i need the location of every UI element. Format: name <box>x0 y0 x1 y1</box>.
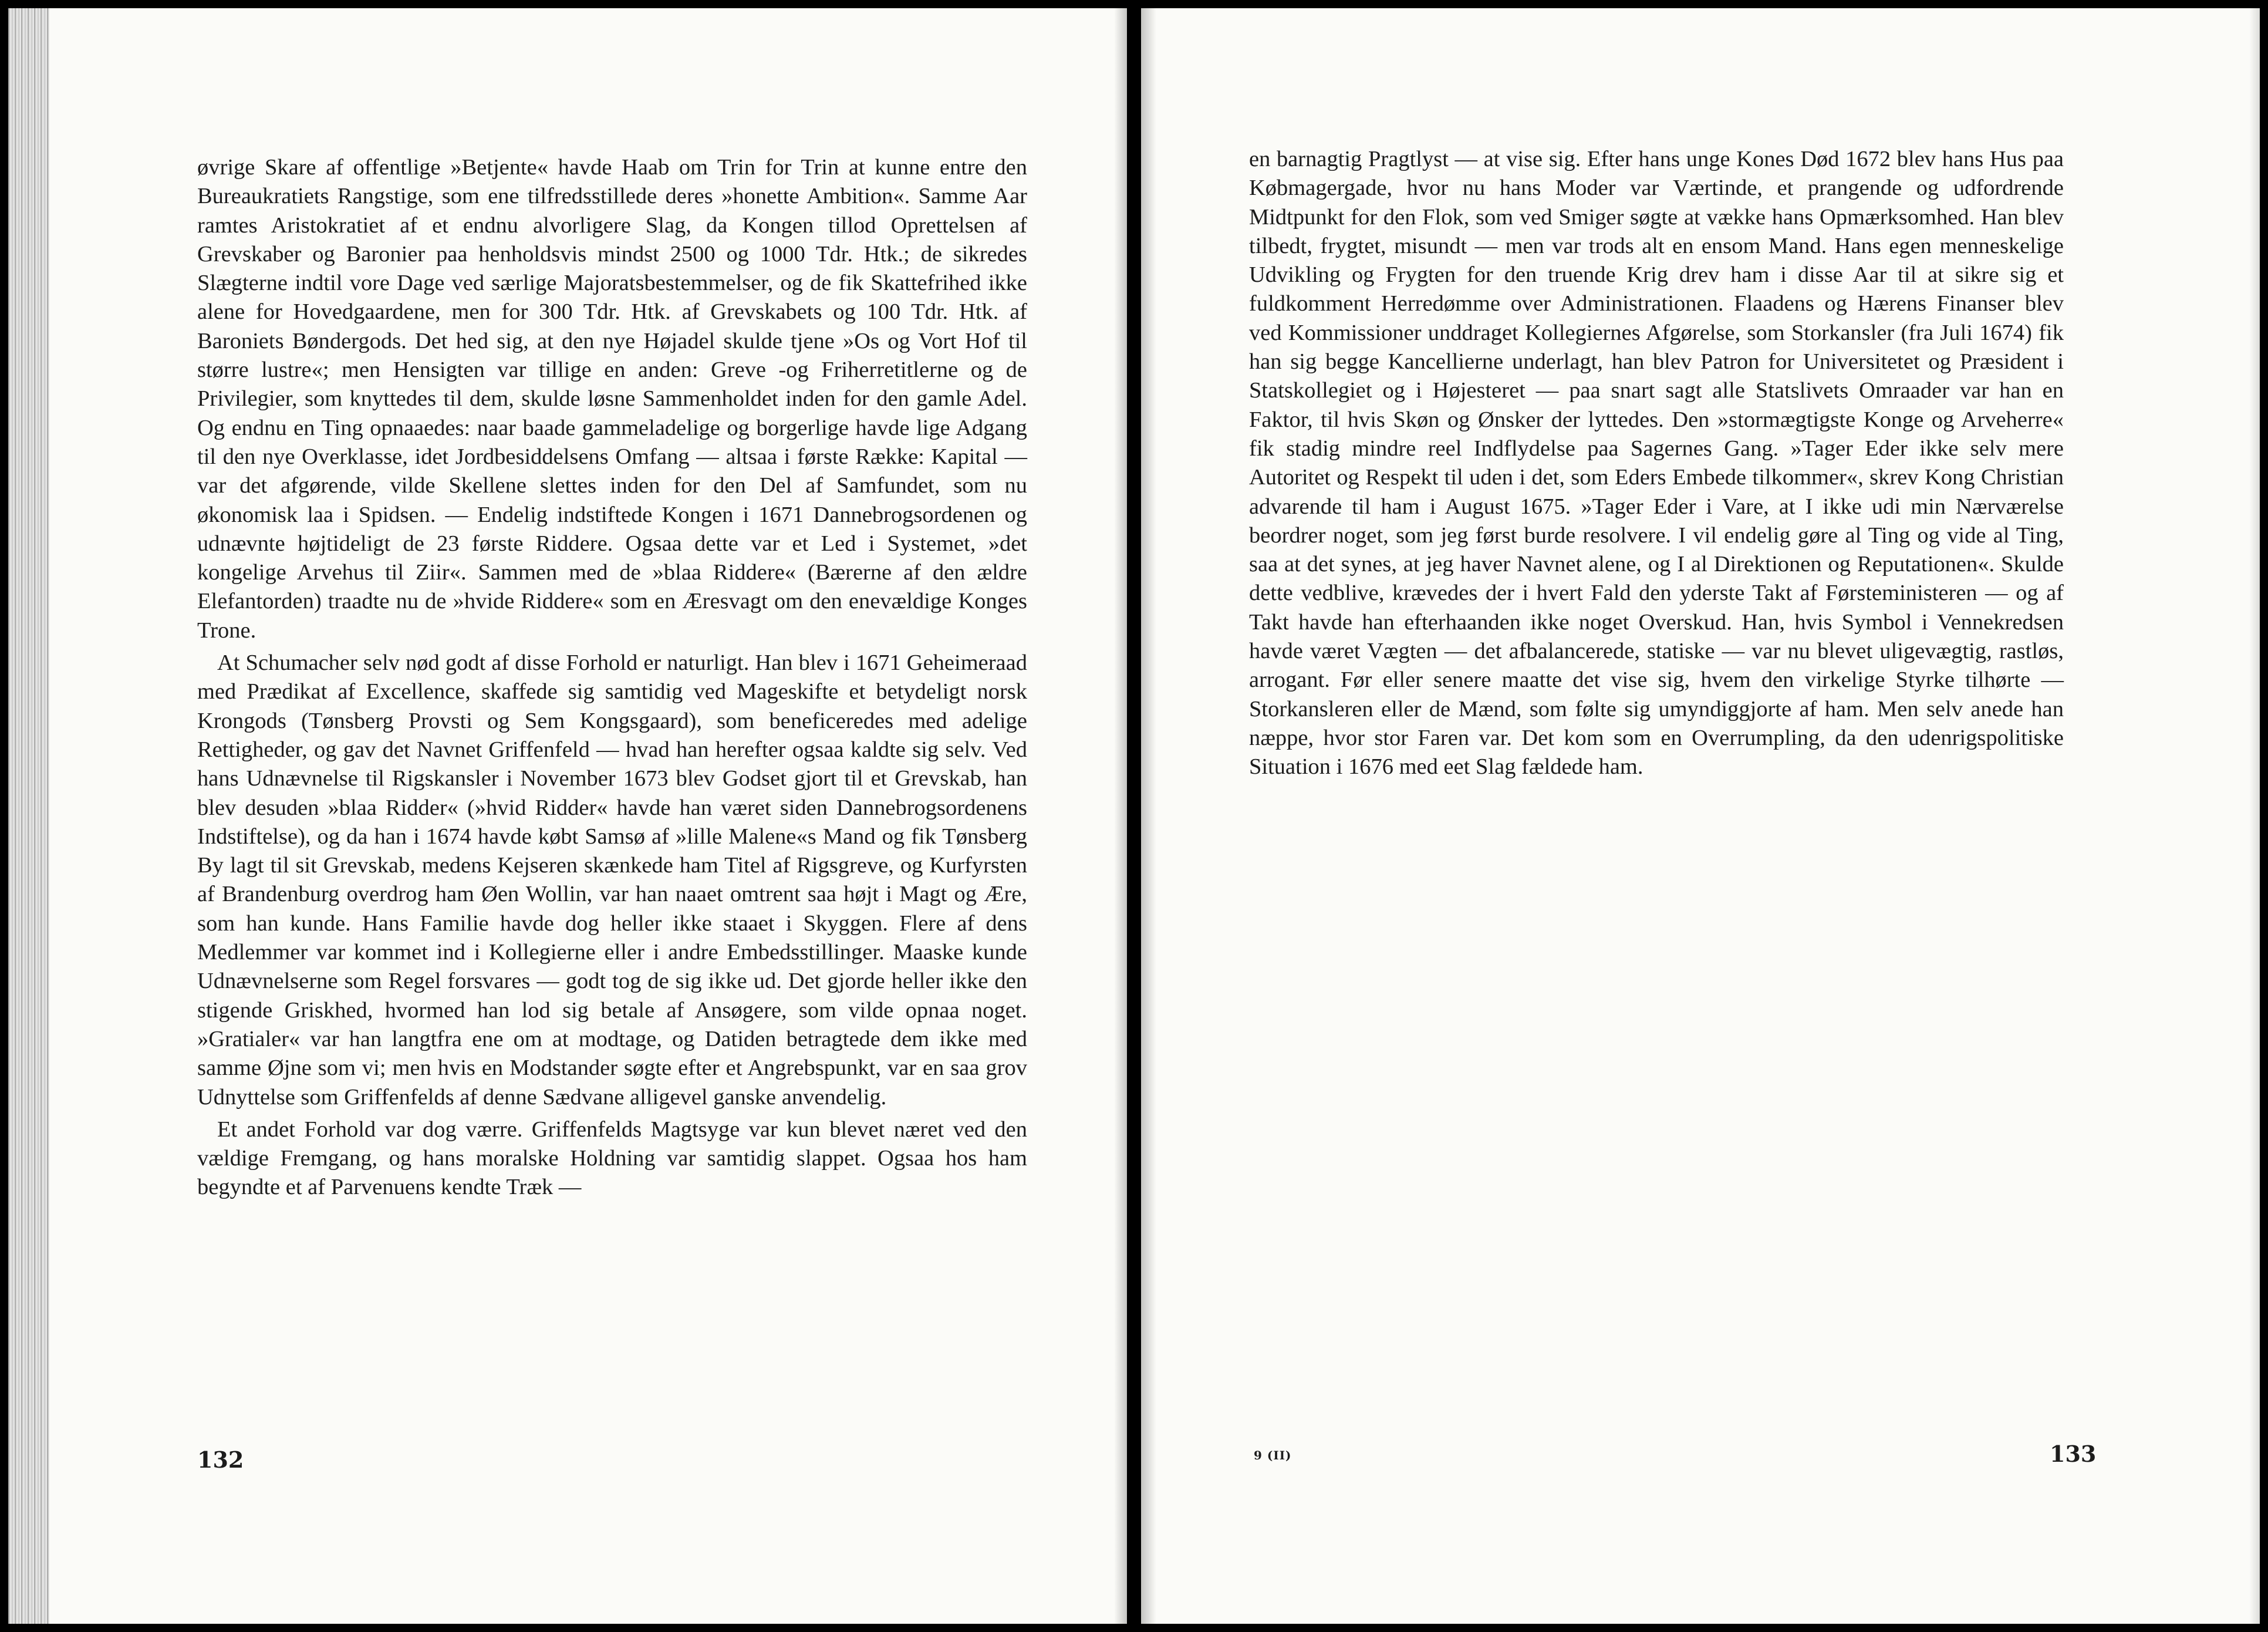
paragraph: At Schumacher selv nød godt af disse Forhold er naturligt. Han blev i 1671 Geheimeraad med Prædikat af Excellence, skaffede sig samtidig ved Mageskifte et betydeligt norsk Krongods (Tønsberg Provsti og Sem Kongsgaard), som beneficeredes med adelige Rettigheder, og gav det Navnet Griffenfeld — hvad han herefter ogsaa kaldte sig selv. Ved hans Udnævnelse til Rigskansler i November 1673 blev Godset gjort til et Grevskab, han blev desuden »blaa Ridder« (»hvid Ridder« havde han været siden Dannebrogsordenens Indstiftelse), og da han i 1674 havde købt Samsø af »lille Malene«s Mand og fik Tønsberg By lagt til sit Grevskab, medens Kejseren skænkede ham Titel af Rigsgreve, og Kurfyrsten af Brandenburg overdrog ham Øen Wollin, var han naaet omtrent saa højt i Magt og Ære, som han kunde. Hans Familie havde dog heller ikke staaet i Skyggen. Flere af dens Medlemmer var kommet ind i Kollegierne eller i andre Embedsstillinger. Maaske kunde Udnævnelserne som Regel forsvares — godt tog de sig ikke ud. Det gjorde heller ikke den stigende Griskhed, hvormed han lod sig betale af Ansøgere, som vilde opnaa noget. »Gratialer« var han langtfra ene om at modtage, og Datiden betragtede dem ikke med samme Øjne som vi; men hvis en Modstander søgte efter et Angrebspunkt, var en saa grov Udnyttelse som Griffenfelds af denne Sædvane alligevel ganske anvendelig. <box>197 650 1027 1110</box>
gutter-shadow <box>1141 8 1156 1624</box>
page-edge-shade <box>2249 8 2260 1624</box>
gutter-shadow <box>1114 8 1127 1624</box>
paragraph: Et andet Forhold var dog værre. Griffenfelds Magtsyge var kun blevet næret ved den vældige Fremgang, og hans moralske Holdning var samtidig slappet. Ogsaa hos ham begyndte et af Parvenuens kendte Træk — <box>197 1117 1027 1200</box>
page-number: 132 <box>197 1446 244 1473</box>
left-page <box>8 8 1127 1624</box>
right-page <box>1141 8 2260 1624</box>
signature-mark: 9 (II) <box>1254 1448 1292 1462</box>
left-page-body <box>197 153 1027 1202</box>
paragraph: øvrige Skare af offentlige »Betjente« havde Haab om Trin for Trin at kunne entre den Bureaukratiets Rangstige, som ene tilfredsstillede deres »honette Ambition«. Samme Aar ramtes Aristokratiet af et endnu alvorligere Slag, da Kongen tillod Oprettelsen af Grevskaber og Baronier paa henholdsvis mindst 2500 og 1000 Tdr. Htk.; de sikredes Slægterne indtil vore Dage ved særlige Majoratsbestemmelser, og de fik Skattefrihed ikke alene for Hovedgaardene, men for 300 Tdr. Htk. af Grevskabets og 100 Tdr. Htk. af Baroniets Bøndergods. Det hed sig, at den nye Højadel skulde tjene »Os og Vort Hof til større lustre«; men Hensigten var tillige en anden: Greve -og Friherretitlerne og de Privilegier, som knyttedes til dem, skulde løsne Sammenholdet inden for den gamle Adel. Og endnu en Ting opnaaedes: naar baade gammeladelige og borgerlige havde lige Adgang til den nye Overklasse, idet Jordbesiddelsens Omfang — altsaa i første Række: Kapital — var det afgørende, vilde Skellene slettes inden for den Del af Samfundet, som nu økonomisk laa i Spidsen. — Endelig indstiftede Kongen i 1671 Dannebrogsordenen og udnævnte højtideligt de 23 første Riddere. Ogsaa dette var et Led i Systemet, »det kongelige Arvehus til Ziir«. Sammen med de »blaa Riddere« (Bærerne af den ældre Elefantorden) traadte nu de »hvide Riddere« som en Æresvagt om den enevældige Konges Trone. <box>197 155 1027 643</box>
page-number: 133 <box>2050 1441 2097 1467</box>
right-page-body <box>1249 145 2064 782</box>
paragraph: en barnagtig Pragtlyst — at vise sig. Efter hans unge Kones Død 1672 blev hans Hus paa Købmagergade, hvor nu hans Moder var Værtinde, et prangende og udfordrende Midtpunkt for den Flok, som ved Smiger søgte at vække hans Opmærksomhed. Han blev tilbedt, frygtet, misundt — men var trods alt en ensom Mand. Hans egen menneskelige Udvikling og Frygten for den truende Krig drev ham i disse Aar til at sikre sig et fuldkomment Herredømme over Administrationen. Flaadens og Hærens Finanser blev ved Kommissioner unddraget Kollegiernes Afgørelse, som Storkansler (fra Juli 1674) fik han sig begge Kancellierne underlagt, han blev Patron for Universitetet og Præsident i Statskollegiet og i Højesteret — paa snart sagt alle Statslivets Omraader var han en Faktor, til hvis Skøn og Ønsker der lyttedes. Den »stormægtigste Konge og Arveherre« fik stadig mindre reel Indflydelse paa Sagernes Gang. »Tager Eder ikke selv mere Autoritet og Respekt til uden i det, som Eders Embede tilkommer«, skrev Kong Christian advarende til ham i August 1675. »Tager Eder i Vare, at I ikke udi min Nærværelse beordrer noget, som jeg først burde resolvere. I vil endelig gøre al Ting og vide al Ting, saa at det synes, at jeg haver Navnet alene, og I al Direktionen og Reputationen«. Skulde dette vedblive, krævedes der i hvert Fald den yderste Takt af Førsteministeren — og af Takt havde han efterhaanden ikke noget Overskud. Han, hvis Symbol i Vennekredsen havde været Vægten — det afbalancerede, statiske — var nu blevet uligevægtig, rastløs, arrogant. Før eller senere maatte det vise sig, hvem den virkelige Styrke tilhørte — Storkansleren eller de Mænd, som følte sig umyndiggjorte af ham. Men selv anede han næppe, hvor stor Faren var. Det kom som en Overrumpling, da den udenrigspolitiske Situation i 1676 med eet Slag fældede ham. <box>1249 147 2064 780</box>
page-edges <box>8 8 49 1624</box>
